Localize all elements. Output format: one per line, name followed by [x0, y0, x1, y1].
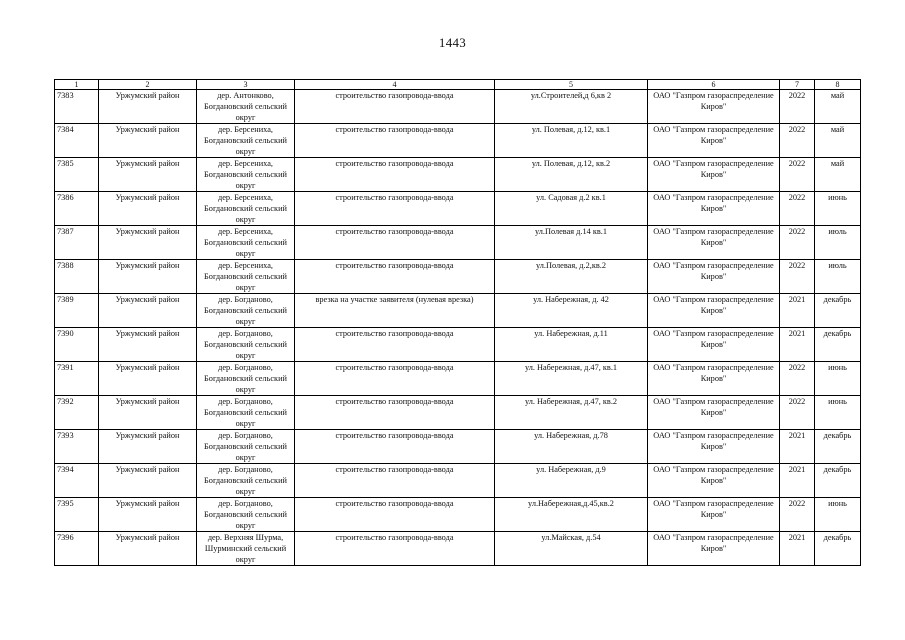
organization-cell-line: Киров"	[700, 476, 727, 485]
locality-cell-line: Богдановский сельский	[204, 102, 287, 111]
address-cell: ул.Строителей,д 6,кв 2	[495, 90, 648, 124]
month-cell: декабрь	[815, 328, 861, 362]
organization-cell-line: Киров"	[700, 238, 727, 247]
locality-cell-line: Богдановский сельский	[204, 238, 287, 247]
locality-cell-line: округ	[235, 181, 256, 190]
organization-cell	[648, 294, 780, 328]
year-cell: 2021	[780, 430, 815, 464]
locality-cell-line: округ	[235, 453, 256, 462]
locality-cell-line: Богдановский сельский	[204, 306, 287, 315]
work-type-cell: строительство газопровода-ввода	[295, 124, 495, 158]
locality-cell-line: округ	[235, 555, 256, 564]
locality-cell	[197, 294, 295, 328]
district-cell: Уржумский район	[99, 158, 197, 192]
locality-cell-line: дер. Антонково,	[217, 91, 274, 100]
locality-cell-line: дер. Богданово,	[218, 363, 273, 372]
organization-cell-line: ОАО "Газпром газораспределение	[653, 227, 774, 236]
locality-cell	[197, 498, 295, 532]
row-number: 7384	[55, 124, 99, 158]
year-cell: 2022	[780, 158, 815, 192]
organization-cell-line: ОАО "Газпром газораспределение	[653, 465, 774, 474]
month-cell: июнь	[815, 192, 861, 226]
district-cell: Уржумский район	[99, 90, 197, 124]
year-cell: 2022	[780, 260, 815, 294]
organization-cell-line: ОАО "Газпром газораспределение	[653, 533, 774, 542]
district-cell: Уржумский район	[99, 498, 197, 532]
work-type-cell: строительство газопровода-ввода	[295, 430, 495, 464]
locality-cell-line: дер. Берсениха,	[218, 227, 273, 236]
row-number: 7389	[55, 294, 99, 328]
organization-cell-line: Киров"	[700, 442, 727, 451]
month-cell: июль	[815, 226, 861, 260]
table-header	[55, 80, 861, 90]
month-cell: май	[815, 124, 861, 158]
row-number: 7391	[55, 362, 99, 396]
district-cell: Уржумский район	[99, 328, 197, 362]
district-cell: Уржумский район	[99, 464, 197, 498]
organization-cell-line: Киров"	[700, 374, 727, 383]
row-number: 7386	[55, 192, 99, 226]
district-cell: Уржумский район	[99, 124, 197, 158]
address-cell: ул. Набережная, д.78	[495, 430, 648, 464]
organization-cell-line: Киров"	[700, 306, 727, 315]
year-cell: 2021	[780, 532, 815, 566]
work-type-cell: строительство газопровода-ввода	[295, 226, 495, 260]
row-number: 7388	[55, 260, 99, 294]
row-number: 7393	[55, 430, 99, 464]
address-cell: ул.Майская, д.54	[495, 532, 648, 566]
address-cell: ул. Набережная, д.47, кв.2	[495, 396, 648, 430]
address-cell: ул. Набережная, д. 42	[495, 294, 648, 328]
organization-cell	[648, 226, 780, 260]
organization-cell-line: ОАО "Газпром газораспределение	[653, 193, 774, 202]
district-cell: Уржумский район	[99, 226, 197, 260]
table-body	[55, 90, 861, 566]
locality-cell-line: Богдановский сельский	[204, 272, 287, 281]
table-row	[55, 362, 861, 396]
year-cell: 2021	[780, 464, 815, 498]
organization-cell-line: ОАО "Газпром газораспределение	[653, 329, 774, 338]
year-cell: 2022	[780, 192, 815, 226]
month-cell: май	[815, 158, 861, 192]
organization-cell	[648, 260, 780, 294]
table-row	[55, 90, 861, 124]
locality-cell-line: Богдановский сельский	[204, 476, 287, 485]
locality-cell	[197, 396, 295, 430]
address-cell: ул. Набережная, д.47, кв.1	[495, 362, 648, 396]
row-number: 7396	[55, 532, 99, 566]
month-cell: декабрь	[815, 532, 861, 566]
locality-cell-line: Богдановский сельский	[204, 374, 287, 383]
organization-cell-line: ОАО "Газпром газораспределение	[653, 499, 774, 508]
year-cell: 2022	[780, 498, 815, 532]
header-row	[55, 80, 861, 90]
table-row	[55, 498, 861, 532]
locality-cell-line: округ	[235, 249, 256, 258]
row-number: 7394	[55, 464, 99, 498]
locality-cell-line: Богдановский сельский	[204, 442, 287, 451]
table-row	[55, 430, 861, 464]
locality-cell-line: дер. Богданово,	[218, 499, 273, 508]
locality-cell	[197, 328, 295, 362]
column-header-8: 8	[815, 80, 861, 90]
locality-cell-line: округ	[235, 385, 256, 394]
locality-cell-line: дер. Берсениха,	[218, 125, 273, 134]
locality-cell	[197, 158, 295, 192]
organization-cell-line: ОАО "Газпром газораспределение	[653, 159, 774, 168]
work-type-cell: строительство газопровода-ввода	[295, 396, 495, 430]
column-header-5: 5	[495, 80, 648, 90]
organization-cell-line: Киров"	[700, 136, 727, 145]
locality-cell	[197, 532, 295, 566]
work-type-cell: строительство газопровода-ввода	[295, 158, 495, 192]
organization-cell	[648, 498, 780, 532]
locality-cell	[197, 260, 295, 294]
work-type-cell: строительство газопровода-ввода	[295, 362, 495, 396]
locality-cell-line: Богдановский сельский	[204, 340, 287, 349]
month-cell: декабрь	[815, 430, 861, 464]
organization-cell-line: ОАО "Газпром газораспределение	[653, 125, 774, 134]
organization-cell-line: Киров"	[700, 102, 727, 111]
locality-cell-line: дер. Богданово,	[218, 465, 273, 474]
work-type-cell: строительство газопровода-ввода	[295, 192, 495, 226]
locality-cell-line: округ	[235, 147, 256, 156]
district-cell: Уржумский район	[99, 192, 197, 226]
organization-cell-line: ОАО "Газпром газораспределение	[653, 261, 774, 270]
organization-cell	[648, 362, 780, 396]
organization-cell	[648, 396, 780, 430]
locality-cell-line: округ	[235, 317, 256, 326]
organization-cell-line: ОАО "Газпром газораспределение	[653, 295, 774, 304]
district-cell: Уржумский район	[99, 532, 197, 566]
month-cell: декабрь	[815, 464, 861, 498]
organization-cell-line: ОАО "Газпром газораспределение	[653, 91, 774, 100]
work-type-cell: строительство газопровода-ввода	[295, 532, 495, 566]
month-cell: май	[815, 90, 861, 124]
locality-cell-line: Богдановский сельский	[204, 510, 287, 519]
work-type-cell: строительство газопровода-ввода	[295, 90, 495, 124]
table-row	[55, 124, 861, 158]
address-cell: ул. Садовая д.2 кв.1	[495, 192, 648, 226]
work-type-cell: строительство газопровода-ввода	[295, 328, 495, 362]
table-row	[55, 328, 861, 362]
locality-cell-line: Шурминский сельский	[204, 544, 287, 553]
locality-cell	[197, 90, 295, 124]
organization-cell-line: ОАО "Газпром газораспределение	[653, 431, 774, 440]
year-cell: 2021	[780, 328, 815, 362]
locality-cell-line: Богдановский сельский	[204, 204, 287, 213]
registry-table	[54, 79, 861, 566]
district-cell: Уржумский район	[99, 362, 197, 396]
locality-cell	[197, 430, 295, 464]
locality-cell-line: дер. Берсениха,	[218, 193, 273, 202]
organization-cell	[648, 430, 780, 464]
locality-cell-line: округ	[235, 351, 256, 360]
organization-cell	[648, 464, 780, 498]
organization-cell-line: Киров"	[700, 544, 727, 553]
locality-cell-line: Богдановский сельский	[204, 136, 287, 145]
work-type-cell: строительство газопровода-ввода	[295, 498, 495, 532]
locality-cell	[197, 192, 295, 226]
address-cell: ул. Набережная, д.11	[495, 328, 648, 362]
district-cell: Уржумский район	[99, 430, 197, 464]
address-cell: ул. Набережная, д.9	[495, 464, 648, 498]
locality-cell	[197, 124, 295, 158]
organization-cell-line: Киров"	[700, 510, 727, 519]
organization-cell-line: Киров"	[700, 204, 727, 213]
year-cell: 2022	[780, 396, 815, 430]
table-row	[55, 294, 861, 328]
address-cell: ул.Полевая, д.2,кв.2	[495, 260, 648, 294]
work-type-cell: строительство газопровода-ввода	[295, 260, 495, 294]
work-type-cell: врезка на участке заявителя (нулевая врезка)	[295, 294, 495, 328]
district-cell: Уржумский район	[99, 294, 197, 328]
locality-cell-line: округ	[235, 487, 256, 496]
month-cell: июнь	[815, 498, 861, 532]
month-cell: декабрь	[815, 294, 861, 328]
organization-cell	[648, 158, 780, 192]
organization-cell-line: ОАО "Газпром газораспределение	[653, 363, 774, 372]
table-row	[55, 260, 861, 294]
organization-cell-line: Киров"	[700, 170, 727, 179]
locality-cell-line: дер. Берсениха,	[218, 261, 273, 270]
year-cell: 2022	[780, 226, 815, 260]
address-cell: ул. Полевая, д.12, кв.2	[495, 158, 648, 192]
locality-cell-line: округ	[235, 113, 256, 122]
row-number: 7387	[55, 226, 99, 260]
locality-cell-line: Богдановский сельский	[204, 170, 287, 179]
locality-cell-line: дер. Богданово,	[218, 397, 273, 406]
row-number: 7392	[55, 396, 99, 430]
address-cell: ул.Набережная,д.45,кв.2	[495, 498, 648, 532]
page-number: 1443	[438, 35, 467, 50]
locality-cell-line: дер. Богданово,	[218, 329, 273, 338]
organization-cell	[648, 124, 780, 158]
work-type-cell: строительство газопровода-ввода	[295, 464, 495, 498]
month-cell: июнь	[815, 362, 861, 396]
address-cell: ул. Полевая, д.12, кв.1	[495, 124, 648, 158]
organization-cell	[648, 90, 780, 124]
month-cell: июль	[815, 260, 861, 294]
organization-cell	[648, 328, 780, 362]
row-number: 7390	[55, 328, 99, 362]
locality-cell-line: Богдановский сельский	[204, 408, 287, 417]
locality-cell-line: дер. Берсениха,	[218, 159, 273, 168]
district-cell: Уржумский район	[99, 260, 197, 294]
locality-cell-line: дер. Богданово,	[218, 295, 273, 304]
locality-cell-line: округ	[235, 419, 256, 428]
locality-cell	[197, 362, 295, 396]
address-cell: ул.Полевая д.14 кв.1	[495, 226, 648, 260]
column-header-3: 3	[197, 80, 295, 90]
row-number: 7385	[55, 158, 99, 192]
month-cell: июнь	[815, 396, 861, 430]
organization-cell	[648, 192, 780, 226]
table-row	[55, 192, 861, 226]
year-cell: 2022	[780, 90, 815, 124]
column-header-4: 4	[295, 80, 495, 90]
year-cell: 2022	[780, 362, 815, 396]
locality-cell-line: дер. Верхняя Шурма,	[207, 533, 284, 542]
organization-cell-line: Киров"	[700, 340, 727, 349]
district-cell: Уржумский район	[99, 396, 197, 430]
organization-cell-line: ОАО "Газпром газораспределение	[653, 397, 774, 406]
table-row	[55, 396, 861, 430]
row-number: 7395	[55, 498, 99, 532]
column-header-2: 2	[99, 80, 197, 90]
table-row	[55, 226, 861, 260]
locality-cell-line: округ	[235, 521, 256, 530]
table-row	[55, 464, 861, 498]
organization-cell	[648, 532, 780, 566]
locality-cell-line: округ	[235, 283, 256, 292]
year-cell: 2022	[780, 124, 815, 158]
table-row	[55, 158, 861, 192]
locality-cell-line: дер. Богданово,	[218, 431, 273, 440]
year-cell: 2021	[780, 294, 815, 328]
locality-cell	[197, 226, 295, 260]
organization-cell-line: Киров"	[700, 408, 727, 417]
locality-cell	[197, 464, 295, 498]
column-header-1: 1	[55, 80, 99, 90]
organization-cell-line: Киров"	[700, 272, 727, 281]
locality-cell-line: округ	[235, 215, 256, 224]
column-header-7: 7	[780, 80, 815, 90]
column-header-6: 6	[648, 80, 780, 90]
table-row	[55, 532, 861, 566]
row-number: 7383	[55, 90, 99, 124]
